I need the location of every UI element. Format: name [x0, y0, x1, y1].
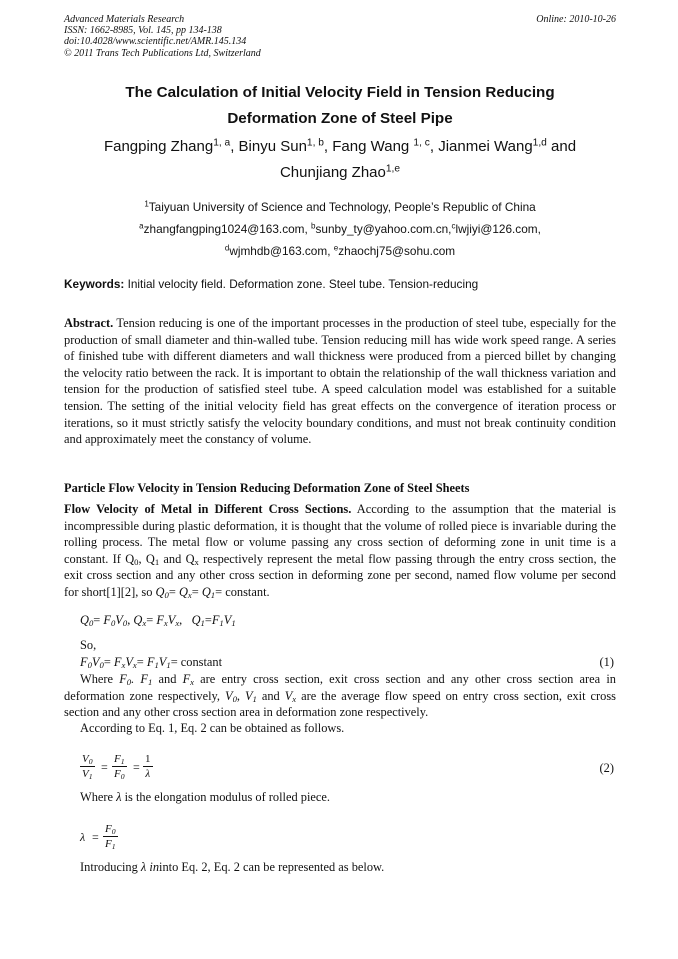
lambda-symbol: λ	[80, 830, 86, 844]
author-affil-sup: 1,e	[385, 163, 401, 175]
fraction-f0-f1: $\frac{F_0}{F_1}$	[105, 823, 116, 851]
email-text: sunby_ty@yahoo.com.cn,	[315, 222, 452, 236]
author-name: Fangping Zhang	[103, 138, 214, 155]
fraction-v0-v1: $\frac{V_0}{V_1}$	[82, 753, 93, 781]
equals-sign: =	[92, 830, 99, 844]
equation-1-number: (1)	[599, 655, 614, 669]
author-affil-sup: 1, a	[213, 137, 231, 149]
author-line-2	[64, 160, 616, 186]
fraction-1-lambda: $\frac{1}{\lambda}$	[145, 753, 151, 780]
equation-2-number: (2)	[599, 761, 614, 775]
keywords-line	[64, 276, 616, 292]
keywords-text: Initial velocity field. Deformation zone. Steel tube. Tension-reducing	[124, 277, 479, 291]
subscript: 1	[154, 556, 160, 567]
author-affil-sup: 1, b	[306, 137, 324, 149]
fraction-f1-f0: $\frac{F_1}{F_0}$	[114, 753, 125, 781]
author-and: and	[546, 138, 577, 155]
keywords-label: Keywords:	[64, 277, 125, 291]
according-line: According to Eq. 1, Eq. 2 can be obtained as follows.	[80, 721, 345, 735]
journal-header	[64, 14, 616, 59]
email-text: zhangfangping1024@163.com,	[143, 222, 312, 236]
introducing-line: Introducing λ ininto Eq. 2, Eq. 2 can be represented as below.	[80, 860, 385, 874]
subscript: x	[194, 556, 199, 567]
email-text: zhaochj75@sohu.com	[338, 244, 456, 258]
journal-name: Advanced Materials Research	[64, 14, 185, 25]
equation-1: $F_0V_0= F_xV_x= F_1V_1=$ constant	[80, 655, 223, 671]
flow-equations-line: $Q_0= F_0V_0$, $Q_x= F_xV_x$, $Q_1=F_1V_1$	[80, 613, 236, 629]
affiliation-line	[64, 196, 616, 218]
affiliation-block	[64, 196, 616, 262]
affiliation-text: Taiyuan University of Science and Technology, People’s Republic of China	[148, 200, 536, 214]
author-affil-sup: 1, c	[413, 137, 430, 149]
email-sup: a	[139, 221, 144, 231]
author-name: Fang Wang	[332, 138, 414, 155]
body-text: and Q	[159, 551, 195, 566]
so-line: So,	[80, 638, 97, 652]
email-sup: e	[333, 243, 339, 253]
body-text: According to the assumption that the material is incompressible during plastic deformation, it is thought that the volume of rolled piece is invariable during the rolling process. The metal flow or volume passing any cross section of deforming zone in unit time is a constant. If Q	[64, 502, 616, 566]
body-text: , Q	[138, 551, 155, 566]
affiliation-sup: 1	[144, 199, 149, 209]
email-line-1	[64, 218, 616, 240]
author-line-1: Fangping Zhang$^{1, a}$, Binyu Sun$^{1, b}$, Fang Wang $^{1, c}$, Jianmei Wang$^{1,d}$ and	[103, 137, 577, 155]
email-sup: b	[311, 221, 316, 231]
author-name: Binyu Sun	[238, 138, 307, 155]
body-text: constant.	[222, 584, 270, 599]
body-paragraph-where: Where $F_0$. $F_1$ and $F_x$ are entry cross section, exit cross section and any other cross section area in deformation zone respectively, $V_0$, $V_1$ and $V_x$ are the average flow speed on entry cross section, exit cross section and any other cross section area in deformation zone respectively.	[64, 672, 616, 720]
email-text: lwjiyi@126.com,	[455, 222, 541, 236]
title-line-2: Deformation Zone of Steel Pipe	[227, 110, 453, 127]
author-name: Chunjiang Zhao	[279, 164, 386, 181]
abstract-paragraph	[64, 315, 616, 448]
inline-math: $Q_0$	[155, 584, 169, 601]
email-sup: d	[224, 243, 230, 253]
abstract-label: Abstract.	[64, 316, 114, 330]
author-name: Jianmei Wang	[438, 138, 533, 155]
email-sup: c	[451, 221, 456, 231]
author-affil-sup: 1,d	[532, 137, 547, 149]
body-text: respectively represent the metal flow passing through the entry cross section, the exit cross section and any other cross section in deforming zone per second, named flow volume per second for short[1][2], so	[64, 551, 616, 599]
copyright-line: © 2011 Trans Tech Publications Ltd, Switzerland	[64, 47, 261, 59]
where-lambda-line: Where λ is the elongation modulus of rolled piece.	[80, 790, 331, 804]
abstract-text: Tension reducing is one of the important processes in the production of steel tube, especially for the production of small diameter and thin-walled tube. Tension reducing mill has wide work speed range. A series of finished tube with different diameters and wall thickness were produced from a pierced billet by changing the velocity ratio between the rack. It is important to obtain the relationship of the wall thickness variation and tension for the production of satisfied steel tube. A speed calculation model was established for a suitable tension. The setting of the initial velocity field has great effects on the convergence of iteration process or iterations, so it must strictly satisfy the velocity boundary conditions, and must not break continuity condition and approximately meet the constancy of volume.	[64, 316, 616, 447]
online-date: Online: 2010-10-26	[536, 14, 616, 25]
equals-sign: =	[133, 760, 140, 774]
doi-line: doi:10.4028/www.scientific.net/AMR.145.134	[64, 36, 247, 48]
equals-sign: =	[101, 760, 108, 774]
issn-line: ISSN: 1662-8985, Vol. 145, pp 134-138	[64, 25, 222, 37]
title-line-1: The Calculation of Initial Velocity Field in Tension Reducing	[125, 84, 555, 101]
subscript: 0	[134, 556, 139, 567]
author-list	[64, 134, 616, 186]
body-paragraph-1: Flow Velocity of Metal in Different Cross Sections. According to the assumption that the material is incompressible during plastic deformation, it is thought that the volume of rolled piece is invariable during the rolling process. The metal flow or volume passing any cross section of deforming zone in unit time is a constant. If $Q_0$, $Q_1$ and $Q_x$ respectively represent the metal flow passing through the entry cross section, the exit cross section and any other cross section in deforming zone per second, named flow volume per second for short[1][2], so $Q_0= Q_x= Q_1=$ constant.	[64, 502, 616, 601]
section-heading: Particle Flow Velocity in Tension Reducing Deformation Zone of Steel Sheets	[64, 481, 470, 495]
subsection-heading: Flow Velocity of Metal in Different Cross Sections.	[64, 502, 352, 516]
email-text: wjmhdb@163.com,	[229, 244, 334, 258]
email-line-2	[64, 240, 616, 262]
paper-title	[64, 80, 616, 132]
